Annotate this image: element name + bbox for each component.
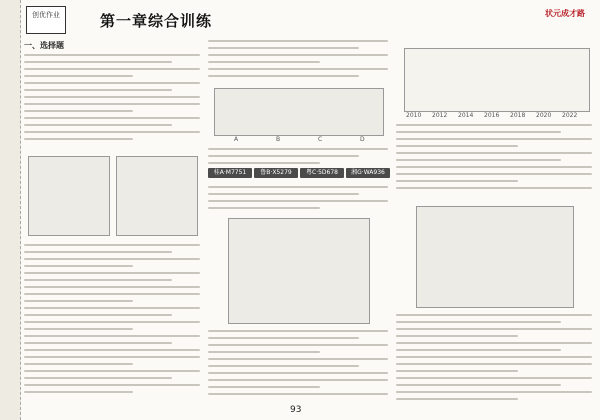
province-outline-figure	[214, 88, 384, 136]
question-text-block	[396, 314, 592, 405]
publisher-stamp	[536, 4, 594, 24]
stamp-text: 状元成才路	[545, 9, 585, 18]
binding-margin	[0, 0, 21, 420]
question-text-block	[208, 186, 388, 214]
map-caption-c: C	[318, 136, 323, 143]
section-heading: 一、选择题	[24, 41, 64, 50]
plate-1: 桂A·M7751	[208, 168, 252, 178]
question-text-block	[396, 124, 592, 194]
question-text-block	[208, 40, 388, 82]
question-text-block	[24, 244, 200, 398]
page-title: 第一章综合训练	[100, 12, 213, 30]
map-caption-b: B	[276, 136, 281, 143]
question-text-block	[24, 54, 200, 145]
map-figure-left	[28, 156, 110, 236]
chart-year-2022: 2022	[562, 112, 578, 119]
map-caption-d: D	[360, 136, 365, 143]
china-map-figure-right	[416, 206, 574, 308]
chart-year-2014: 2014	[458, 112, 474, 119]
china-map-figure	[228, 218, 370, 324]
chart-year-2018: 2018	[510, 112, 526, 119]
map-figure-right	[116, 156, 198, 236]
population-chart	[404, 48, 590, 112]
question-text-block	[208, 330, 388, 400]
question-text-block	[208, 148, 388, 169]
publisher-logo	[26, 6, 66, 34]
plate-4: 湘G·WA936	[346, 168, 390, 178]
chart-year-2010: 2010	[406, 112, 422, 119]
logo-text: 创优作业	[32, 11, 60, 19]
page-number: 93	[290, 405, 302, 415]
plate-2: 鲁B·X5279	[254, 168, 298, 178]
map-caption-a: A	[234, 136, 239, 143]
plate-3: 粤C·5D678	[300, 168, 344, 178]
chart-year-2016: 2016	[484, 112, 500, 119]
chart-year-2020: 2020	[536, 112, 552, 119]
chart-year-2012: 2012	[432, 112, 448, 119]
